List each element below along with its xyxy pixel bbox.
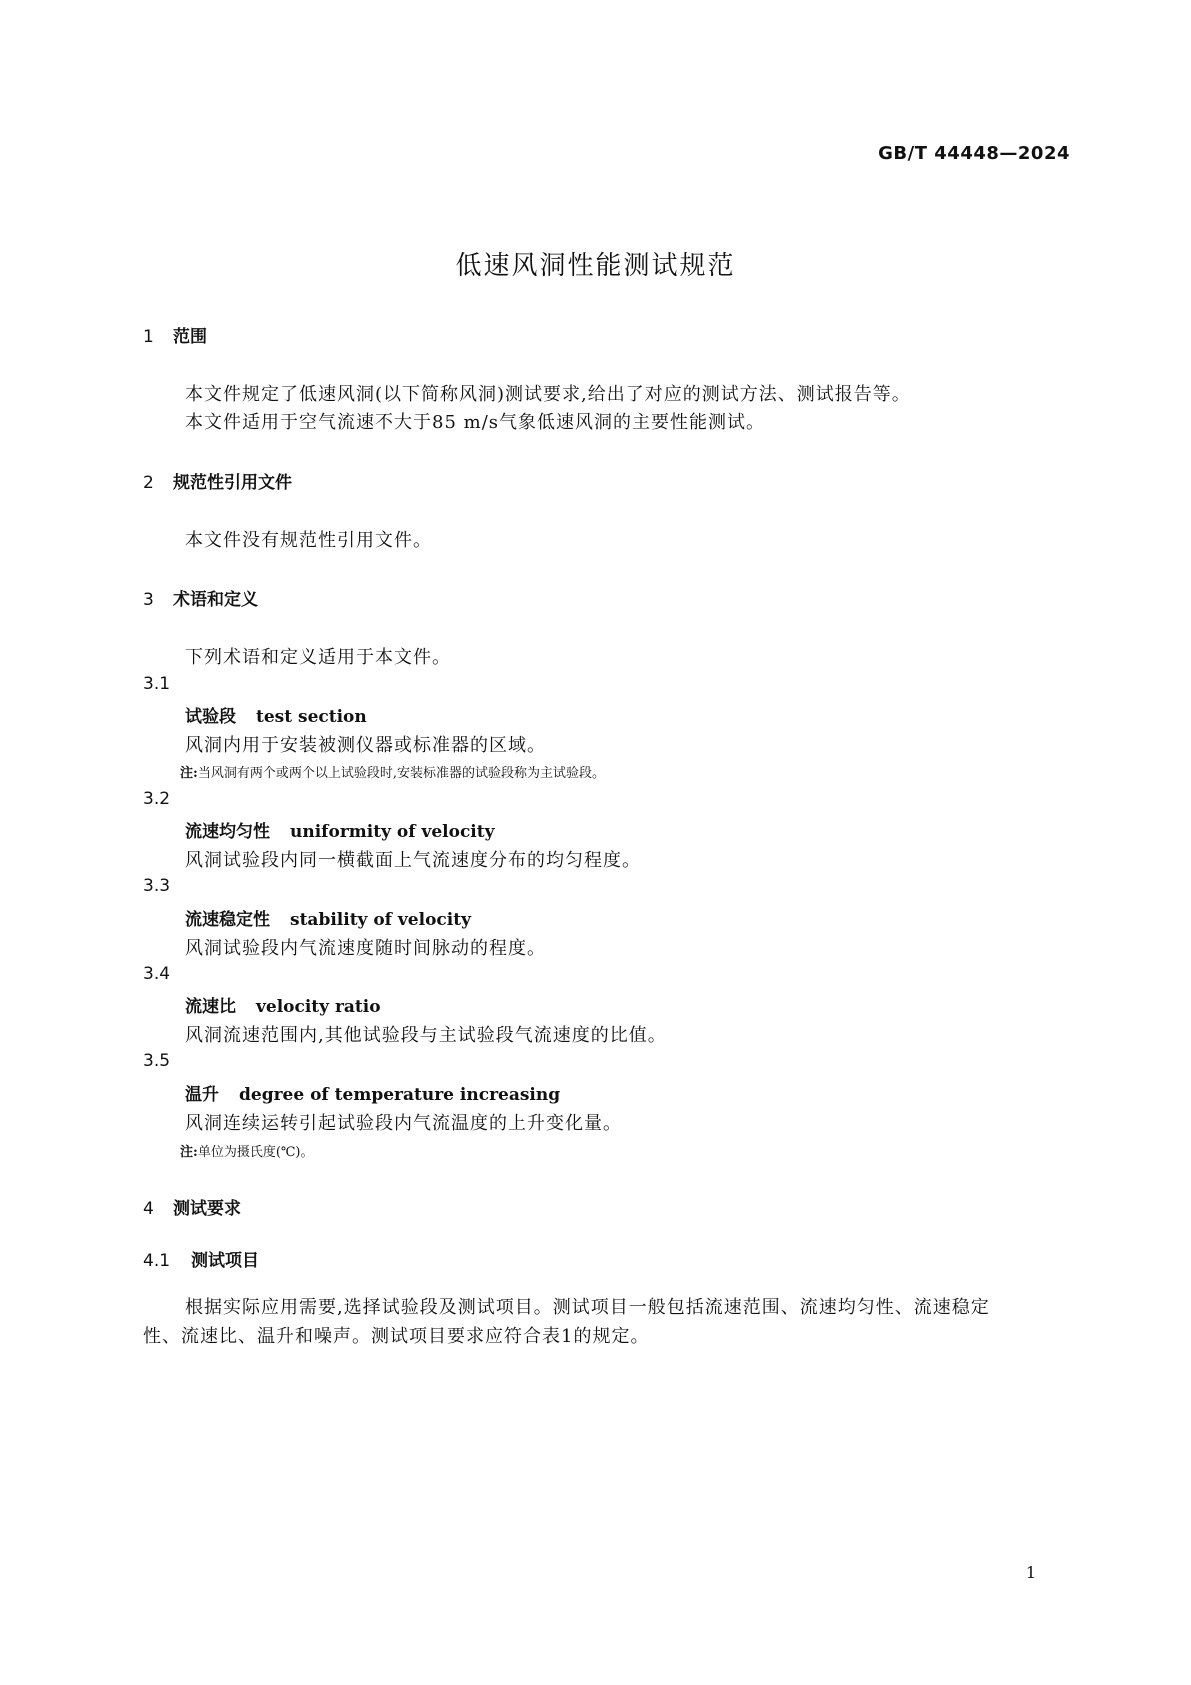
paragraph: 本文件规定了低速风洞(以下简称风洞)测试要求,给出了对应的测试方法、测试报告等。 <box>185 384 911 405</box>
note-label: 注: <box>180 1145 198 1160</box>
section-2-heading <box>143 468 292 493</box>
term-heading <box>185 817 494 842</box>
section-number: 3 <box>143 590 154 610</box>
section-number: 4 <box>143 1199 154 1219</box>
clause-number: 3.2 <box>143 789 171 809</box>
paragraph-continuation: 性、流速比、温升和噪声。测试项目要求应符合表1的规定。 <box>143 1326 650 1347</box>
document-title: 低速风洞性能测试规范 <box>455 251 736 281</box>
note <box>180 1141 314 1160</box>
term-zh: 温升 <box>185 1085 219 1105</box>
term-definition: 风洞试验段内气流速度随时间脉动的程度。 <box>185 938 546 959</box>
term-en: velocity ratio <box>256 997 381 1017</box>
section-number: 1 <box>143 327 154 347</box>
term-en: degree of temperature increasing <box>239 1085 561 1105</box>
standard-number: GB/T 44448—2024 <box>878 143 1070 164</box>
term-heading <box>185 1080 560 1105</box>
section-4-heading <box>143 1194 241 1219</box>
term-en: uniformity of velocity <box>290 822 495 842</box>
note-text: 单位为摄氏度(℃)。 <box>197 1145 314 1160</box>
term-zh: 流速比 <box>185 997 236 1017</box>
subsection-title: 测试项目 <box>191 1251 259 1271</box>
section-title: 测试要求 <box>173 1199 241 1219</box>
note-label: 注: <box>180 766 198 781</box>
term-definition: 风洞连续运转引起试验段内气流温度的上升变化量。 <box>185 1113 622 1134</box>
term-definition: 风洞流速范围内,其他试验段与主试验段气流速度的比值。 <box>185 1025 667 1046</box>
term-definition: 风洞内用于安装被测仪器或标准器的区域。 <box>185 735 546 756</box>
term-heading <box>185 702 367 727</box>
clause-number: 3.5 <box>143 1051 171 1071</box>
clause-number: 3.4 <box>143 964 171 984</box>
paragraph: 本文件没有规范性引用文件。 <box>185 530 432 551</box>
section-title: 范围 <box>173 327 207 347</box>
page-number: 1 <box>1025 1563 1036 1582</box>
term-en: test section <box>256 707 367 727</box>
term-zh: 流速均匀性 <box>185 822 270 842</box>
clause-number: 3.1 <box>143 674 171 694</box>
clause-number: 3.3 <box>143 876 171 896</box>
section-1-heading <box>143 322 207 347</box>
term-heading <box>185 992 381 1017</box>
note-text: 当风洞有两个或两个以上试验段时,安装标准器的试验段称为主试验段。 <box>197 766 605 781</box>
note <box>180 762 605 781</box>
subsection-4-1-heading <box>143 1246 259 1271</box>
section-title: 规范性引用文件 <box>173 473 292 493</box>
term-en: stability of velocity <box>290 910 471 930</box>
term-zh: 试验段 <box>185 707 236 727</box>
term-definition: 风洞试验段内同一横截面上气流速度分布的均匀程度。 <box>185 850 641 871</box>
section-title: 术语和定义 <box>173 590 258 610</box>
section-3-heading <box>143 585 258 610</box>
paragraph: 本文件适用于空气流速不大于85 m/s气象低速风洞的主要性能测试。 <box>185 412 765 433</box>
section-number: 2 <box>143 473 154 493</box>
paragraph: 根据实际应用需要,选择试验段及测试项目。测试项目一般包括流速范围、流速均匀性、流速稳定 <box>185 1297 990 1318</box>
paragraph: 下列术语和定义适用于本文件。 <box>185 647 451 668</box>
term-heading <box>185 905 471 930</box>
term-zh: 流速稳定性 <box>185 910 270 930</box>
subsection-number: 4.1 <box>143 1251 171 1271</box>
